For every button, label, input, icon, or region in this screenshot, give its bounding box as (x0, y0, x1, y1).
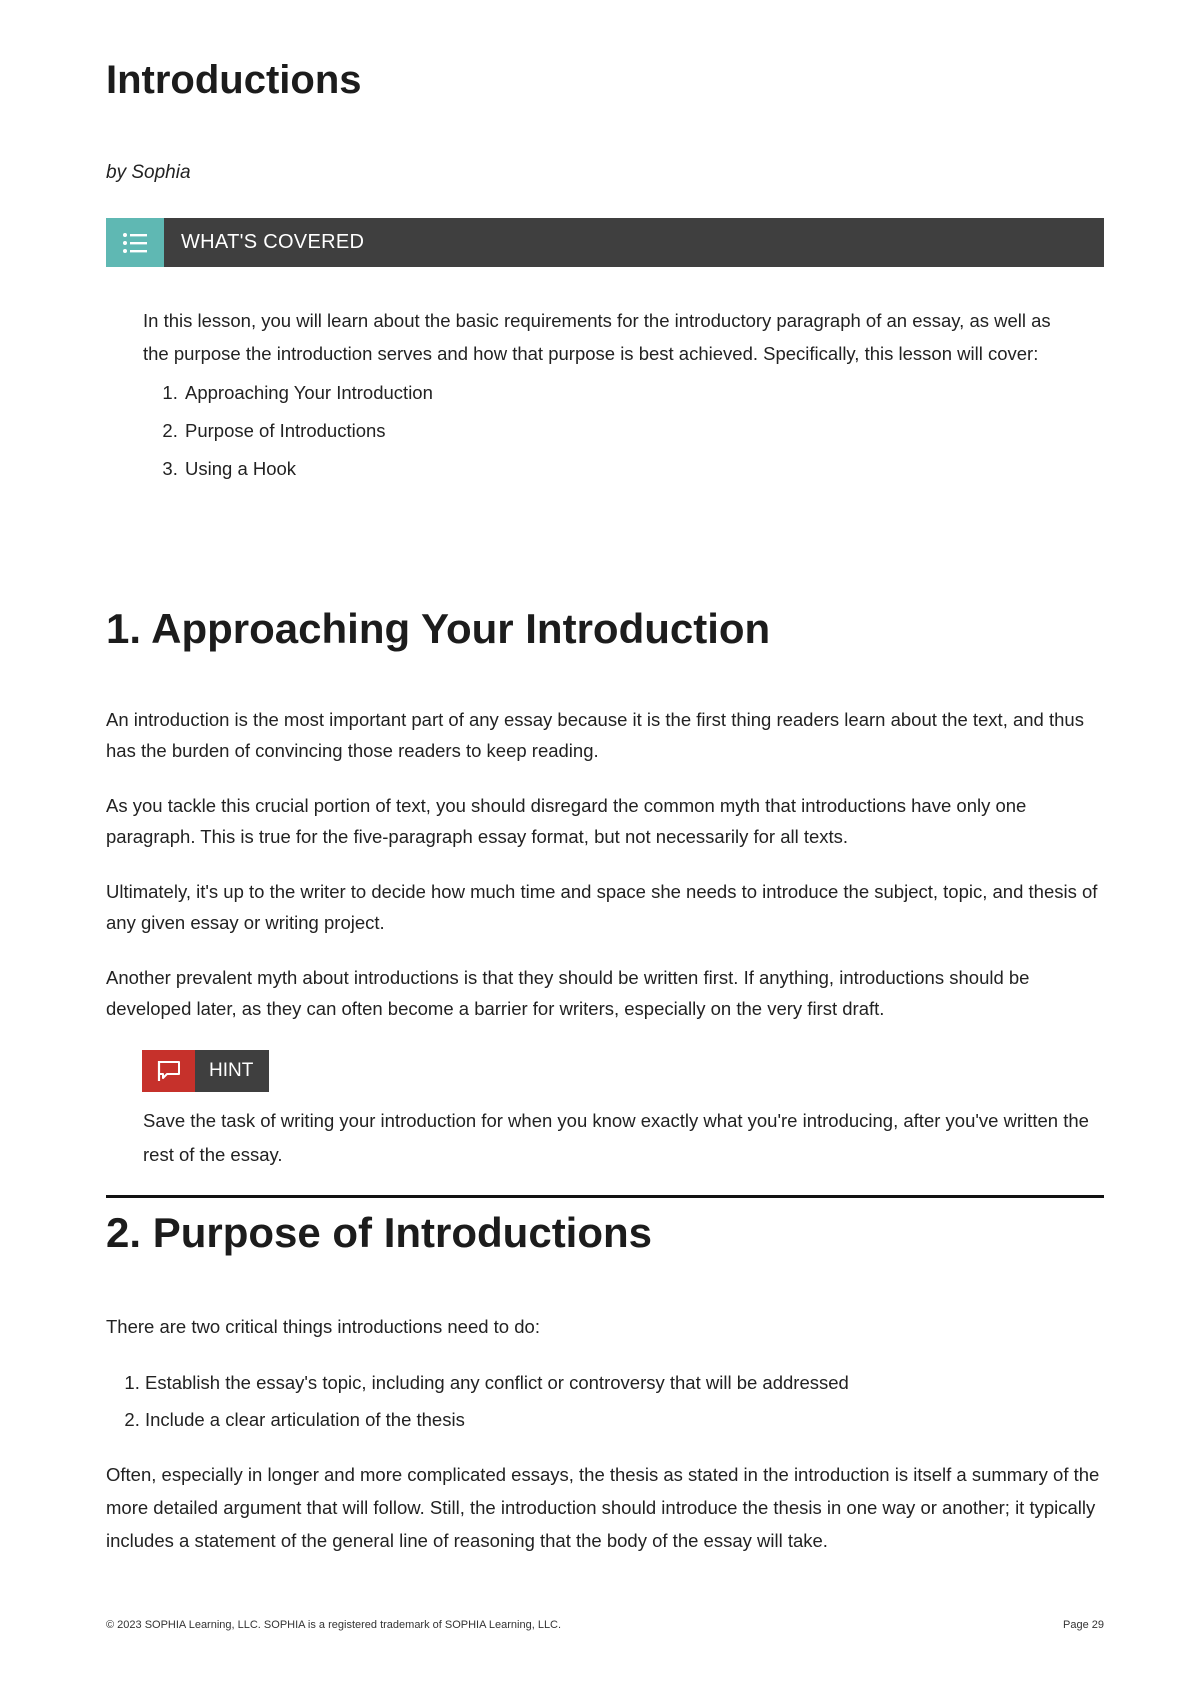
whats-covered-body (143, 304, 1063, 488)
section-divider (106, 1195, 1104, 1198)
whats-covered-intro: In this lesson, you will learn about the basic requirements for the introductory paragraph of an essay, as well as the purpose the introduction serves and how that purpose is best achieved. Specifically, this lesson will cover: (143, 310, 1051, 364)
page-title: Introductions (106, 58, 362, 102)
section-1-paragraph: An introduction is the most important part of any essay because it is the first thing readers learn about the text, and thus has the burden of convincing those readers to keep reading. (106, 709, 1084, 761)
list-item: 1. Establish the essay's topic, including any conflict or controversy that will be addressed (145, 1364, 849, 1401)
list-item: 2. Include a clear articulation of the thesis (145, 1401, 849, 1438)
hint-text: Save the task of writing your introduction for when you know exactly what you're introducing, after you've written the rest of the essay. (143, 1110, 1089, 1165)
list-icon (106, 218, 164, 267)
purpose-list (106, 1364, 849, 1438)
section-1-heading: 1. Approaching Your Introduction (106, 605, 771, 652)
section-1-paragraph: As you tackle this crucial portion of text, you should disregard the common myth that introductions have only one paragraph. This is true for the five-paragraph essay format, but not necessarily for all texts. (106, 795, 1027, 847)
footer-copyright: © 2023 SOPHIA Learning, LLC. SOPHIA is a registered trademark of SOPHIA Learning, LLC. (106, 1619, 562, 1631)
hint-label: HINT (195, 1050, 269, 1092)
section-2-paragraph: Often, especially in longer and more complicated essays, the thesis as stated in the introduction is itself a summary of the more detailed argument that will follow. Still, the introduction should introduce the thesis in one way or another; it typically includes a statement of the general line of reasoning that the body of the essay will take. (106, 1464, 1100, 1551)
list-item: 3. Using a Hook (183, 450, 1063, 488)
list-item: 2. Purpose of Introductions (183, 412, 1063, 450)
whats-covered-header (106, 218, 1104, 267)
section-2-lead: There are two critical things introductions need to do: (106, 1316, 540, 1337)
footer-page-number: Page 29 (1063, 1619, 1104, 1631)
section-1-paragraph: Another prevalent myth about introductions is that they should be written first. If anything, introductions should be developed later, as they can often become a barrier for writers, especially on the very first draft. (106, 967, 1030, 1019)
hint-header (142, 1050, 269, 1092)
author-byline: by Sophia (106, 162, 191, 183)
list-item: 1. Approaching Your Introduction (183, 374, 1063, 412)
flag-icon (142, 1050, 195, 1092)
section-1-paragraph: Ultimately, it's up to the writer to decide how much time and space she needs to introduce the subject, topic, and thesis of any given essay or writing project. (106, 881, 1098, 933)
whats-covered-label: WHAT'S COVERED (181, 231, 365, 253)
section-2-heading: 2. Purpose of Introductions (106, 1209, 653, 1256)
whats-covered-list (143, 374, 1063, 488)
